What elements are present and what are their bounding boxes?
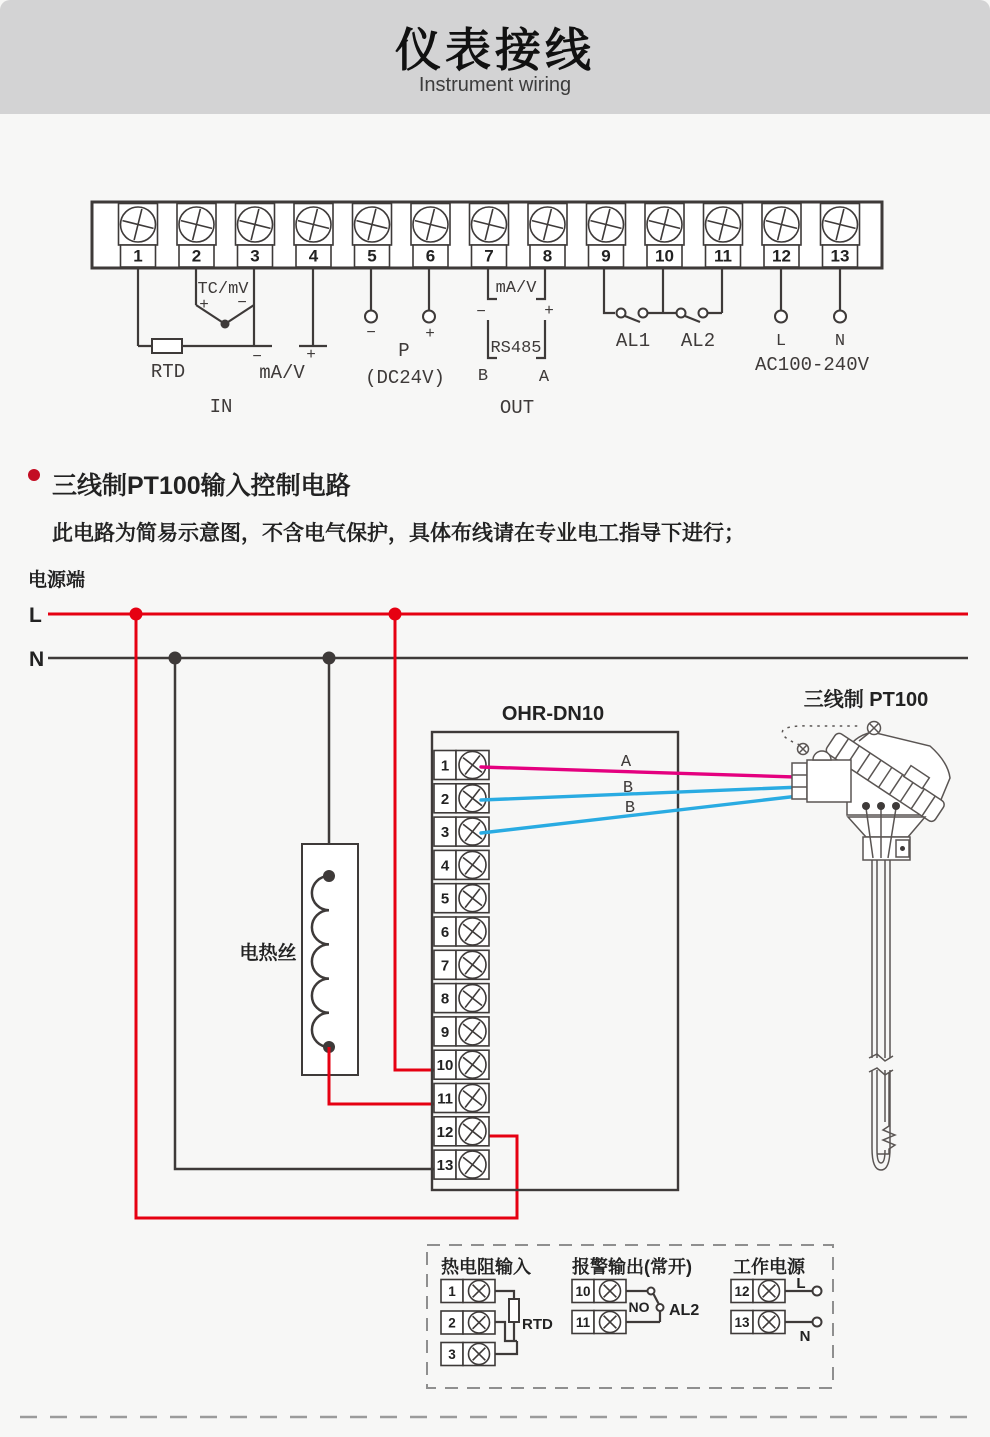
- device-label: OHR-DN10: [501, 703, 605, 725]
- wire-b2-label: B: [624, 799, 636, 818]
- pt100-sensor: [782, 687, 952, 1170]
- legend-power-title: 工作电源: [733, 1257, 805, 1277]
- terminal-number: 4: [308, 246, 319, 266]
- legend-panel: [427, 1245, 833, 1388]
- legend-rtd-wires: [495, 1291, 519, 1354]
- terminal-number: 6: [440, 924, 450, 941]
- device-terminal-7: [434, 948, 489, 982]
- terminal-number: 13: [830, 246, 850, 266]
- terminal-unit-5: [353, 204, 392, 268]
- terminal-number: 11: [575, 1315, 591, 1330]
- terminal-number: 12: [772, 246, 791, 266]
- terminal-unit-1: [119, 204, 158, 268]
- line-l-label: L: [29, 604, 42, 627]
- probe-tip: [872, 1148, 890, 1170]
- rs485-b: B: [477, 367, 489, 386]
- mav-out-minus: −: [476, 303, 486, 321]
- legend-n-label: N: [799, 1328, 811, 1345]
- ac-label: AC100-240V: [754, 354, 870, 376]
- al1-blade: [625, 316, 640, 322]
- terminal-number: 1: [440, 757, 450, 775]
- legend-alarm-terminals: [572, 1278, 626, 1334]
- terminal-number: 2: [440, 790, 450, 808]
- tc-mv-label: TC/mV: [197, 280, 249, 299]
- section-title: 三线制PT100输入控制电路: [52, 472, 351, 500]
- terminal-number: 11: [437, 1090, 453, 1108]
- terminal12-end: [775, 311, 787, 323]
- terminal-number: 7: [440, 957, 450, 975]
- legend-rtd-title: 热电阻输入: [441, 1257, 531, 1277]
- terminal-number: 4: [440, 857, 450, 875]
- terminal-unit-8: [528, 204, 567, 268]
- terminal-number: 10: [575, 1284, 591, 1299]
- terminal-unit-10: [645, 204, 684, 268]
- terminal-number: 1: [448, 1284, 456, 1299]
- legend-al2-label: AL2: [669, 1302, 700, 1319]
- terminal-unit-3: [236, 204, 275, 268]
- terminal-number: 12: [734, 1284, 750, 1299]
- bullet-icon: [28, 469, 40, 481]
- terminal-unit-11: [704, 204, 743, 268]
- legend-rtd-label: RTD: [522, 1316, 553, 1333]
- device-terminal-10: [434, 1048, 489, 1082]
- terminal-number: 11: [714, 246, 732, 266]
- terminal-number: 7: [484, 246, 494, 266]
- legend-terminal-1: [441, 1278, 495, 1303]
- al1-contact-b: [639, 309, 648, 318]
- terminal-number: 1: [133, 246, 143, 266]
- legend-alarm-title: 报警输出(常开): [572, 1257, 692, 1277]
- terminal-number: 9: [601, 246, 611, 266]
- terminal-number: 13: [734, 1315, 750, 1330]
- device-terminal-12: [434, 1114, 489, 1148]
- sensor-wire-dot: [862, 802, 870, 810]
- tc-junction-dot: [221, 320, 230, 329]
- terminal6-end: [423, 311, 435, 323]
- terminal-number: 8: [440, 990, 450, 1008]
- device-terminal-8: [434, 981, 489, 1015]
- terminal-number: 6: [425, 246, 436, 266]
- terminal-unit-6: [411, 204, 450, 268]
- mav-in-plus: +: [306, 346, 316, 364]
- legend-terminal-3: [441, 1341, 495, 1366]
- terminal-number: 5: [367, 246, 377, 266]
- al1-label: AL1: [615, 330, 651, 352]
- terminal-number: 10: [655, 246, 674, 266]
- gland-screw-icon: [798, 744, 809, 755]
- terminal-number: 5: [440, 890, 450, 908]
- legend-terminal-11: [572, 1309, 626, 1334]
- power-terminal-label: 电源端: [28, 570, 86, 591]
- legend-l-label: L: [796, 1275, 806, 1292]
- tc-plus: +: [199, 296, 209, 314]
- legend-terminal-12: [731, 1278, 785, 1303]
- out-label: OUT: [499, 397, 535, 419]
- heater-top-dot: [323, 870, 335, 882]
- legend-terminal-2: [441, 1310, 495, 1335]
- rs485-a: A: [538, 368, 550, 387]
- sensor-wire-dot: [892, 802, 900, 810]
- mav-out-label: mA/V: [495, 279, 537, 298]
- legend-power-wires: [785, 1287, 822, 1327]
- terminal-number: 2: [191, 246, 202, 266]
- legend-alarm-blade: [654, 1294, 659, 1304]
- mav-out-plus: +: [544, 302, 554, 320]
- terminal-number: 13: [436, 1157, 454, 1175]
- top-terminal-block: [92, 202, 882, 419]
- power-rails: [28, 568, 968, 671]
- legend-terminal-10: [572, 1278, 626, 1303]
- rs485-label: RS485: [490, 339, 542, 358]
- terminal-number: 2: [448, 1315, 456, 1331]
- terminal-number: 3: [250, 246, 260, 266]
- p-minus: −: [366, 324, 376, 342]
- terminal-number: 3: [440, 824, 450, 842]
- page-title: 仪表接线: [395, 24, 595, 76]
- terminal-unit-9: [587, 204, 626, 268]
- device-terminal-strip: [434, 748, 489, 1181]
- p-label: P: [398, 340, 410, 362]
- device-terminal-5: [434, 881, 489, 915]
- heater-label: 电热丝: [239, 943, 297, 964]
- mav-in-label: mA/V: [259, 362, 305, 384]
- terminal-number: 12: [436, 1123, 454, 1141]
- terminal-number: 10: [436, 1057, 454, 1075]
- terminal-unit-7: [470, 204, 509, 268]
- device-terminal-11: [434, 1081, 489, 1115]
- terminal5-end: [365, 311, 377, 323]
- dc24v-label: (DC24V): [365, 367, 445, 389]
- section-header: [28, 469, 745, 546]
- section-note: 此电路为简易示意图，不含电气保护，具体布线请在专业电工指导下进行；: [52, 522, 745, 545]
- device-terminal-9: [434, 1015, 489, 1049]
- probe-rtd-element: [877, 1073, 895, 1154]
- terminal-unit-4: [294, 204, 333, 268]
- rtd-label: RTD: [150, 361, 186, 383]
- page-subtitle: Instrument wiring: [418, 74, 572, 96]
- terminal-unit-12: [762, 204, 801, 268]
- al2-blade: [685, 316, 700, 322]
- al2-label: AL2: [680, 330, 716, 352]
- terminal-number: 3: [448, 1347, 456, 1362]
- sensor-label: 三线制 PT100: [803, 689, 929, 711]
- in-label: IN: [209, 396, 233, 418]
- legend-power-terminals: [731, 1278, 785, 1334]
- device-terminal-4: [434, 848, 489, 882]
- terminal13-end: [834, 311, 846, 323]
- device-terminal-13: [434, 1148, 489, 1182]
- terminal-number: 8: [542, 246, 553, 266]
- legend-terminal-13: [731, 1309, 785, 1334]
- legend-rtd-resistor: [509, 1299, 519, 1322]
- mav-in-minus: −: [252, 348, 262, 366]
- legend-no-label: NO: [628, 1299, 650, 1315]
- wire-a-label: A: [620, 753, 632, 772]
- al2-contact-a: [677, 309, 686, 318]
- l-label: L: [775, 332, 787, 351]
- rtd-resistor: [152, 339, 182, 353]
- terminal-unit-2: [177, 204, 216, 268]
- tc-minus: −: [237, 294, 247, 312]
- sensor-neck: [848, 817, 925, 837]
- p-plus: +: [425, 325, 435, 343]
- terminal-number: 9: [440, 1023, 450, 1041]
- al1-contact-a: [617, 309, 626, 318]
- sensor-wire-dot: [877, 802, 885, 810]
- n-label: N: [834, 332, 846, 351]
- al2-contact-b: [699, 309, 708, 318]
- device-terminal-6: [434, 915, 489, 949]
- legend-rtd-terminals: [441, 1278, 495, 1366]
- line-n-label: N: [29, 648, 45, 671]
- sensor-probe: [869, 860, 895, 1170]
- terminal-unit-13: [821, 204, 860, 268]
- device-terminal-1: [434, 748, 489, 782]
- wire-b1-label: B: [622, 779, 634, 798]
